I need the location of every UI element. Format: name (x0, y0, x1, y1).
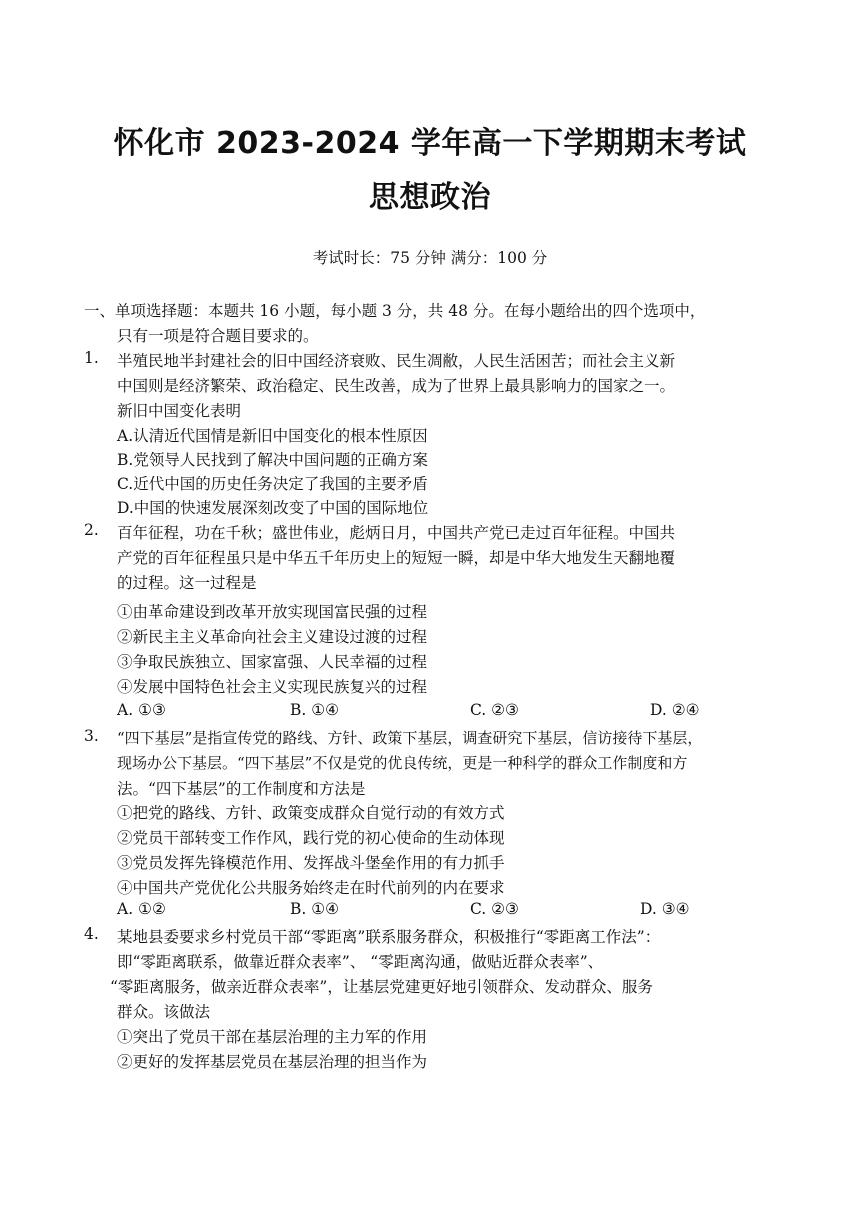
question-stem-line: “四下基层”是指宣传党的路线、方针、政策下基层，调查研究下基层，信访接待下基层， (117, 729, 703, 747)
question-stem-line: 半殖民地半封建社会的旧中国经济衰败、民生凋敝，人民生活困苦；而社会主义新 (117, 352, 676, 370)
choice-b: B.党领导人民找到了解决中国问题的正确方案 (117, 451, 428, 469)
statement-4: ④中国共产党优化公共服务始终走在时代前列的内在要求 (117, 879, 505, 897)
question-stem-line: 某地县委要求乡村党员干部“零距离”联系服务群众，积极推行“零距离工作法”： (117, 928, 661, 946)
option-d: D. ③④ (640, 900, 690, 918)
option-c: C. ②③ (470, 900, 519, 918)
option-c: C. ②③ (470, 701, 519, 719)
question-stem-line: 即“零距离联系，做靠近群众表率”、 “零距离沟通，做贴近群众表率”、 (117, 953, 604, 971)
question-stem-line: 中国则是经济繁荣、政治稳定、民生改善，成为了世界上最具影响力的国家之一。 (117, 377, 676, 395)
subject-title: 思想政治 (369, 180, 491, 215)
question-number: 4. (84, 925, 99, 943)
choice-d: D.中国的快速发展深刻改变了中国的国际地位 (117, 499, 429, 517)
question-stem-line: 群众。该做法 (117, 1003, 211, 1021)
question-number: 2. (84, 521, 99, 539)
question-stem-line: 的过程。这一过程是 (117, 574, 257, 592)
question-stem-line: “零距离服务，做亲近群众表率”，让基层党建更好地引领群众、发动群众、服务 (110, 978, 653, 996)
question-stem-line: 现场办公下基层。“四下基层”不仅是党的优良传统，更是一种科学的群众工作制度和方 (117, 754, 688, 772)
question-stem-line: 百年征程，功在千秋；盛世伟业，彪炳日月，中国共产党已走过百年征程。中国共 (117, 524, 676, 542)
option-b: B. ①④ (290, 701, 340, 719)
statement-3: ③争取民族独立、国家富强、人民幸福的过程 (117, 653, 428, 671)
exam-title: 怀化市 2023-2024 学年高一下学期期末考试 (113, 126, 747, 161)
section-intro-cont: 只有一项是符合题目要求的。 (117, 327, 319, 345)
question-stem-line: 法。“四下基层”的工作制度和方法是 (117, 780, 366, 798)
statement-2: ②更好的发挥基层党员在基层治理的担当作为 (117, 1053, 428, 1071)
choice-c: C.近代中国的历史任务决定了我国的主要矛盾 (117, 475, 428, 493)
option-a: A. ①③ (117, 701, 166, 719)
question-number: 1. (84, 349, 99, 367)
question-stem-line: 产党的百年征程虽只是中华五千年历史上的短短一瞬，却是中华大地发生天翻地覆 (117, 549, 676, 567)
option-d: D. ②④ (650, 701, 700, 719)
statement-1: ①由革命建设到改革开放实现国富民强的过程 (117, 603, 428, 621)
section-intro: 一、单项选择题：本题共 16 小题，每小题 3 分，共 48 分。在每小题给出的四个选项中， (84, 302, 706, 320)
choice-a: A.认清近代国情是新旧中国变化的根本性原因 (117, 427, 428, 445)
question-stem-line: 新旧中国变化表明 (117, 402, 242, 420)
statement-3: ③党员发挥先锋模范作用、发挥战斗堡垒作用的有力抓手 (117, 854, 505, 872)
statement-1: ①把党的路线、方针、政策变成群众自觉行动的有效方式 (117, 804, 505, 822)
statement-1: ①突出了党员干部在基层治理的主力军的作用 (117, 1028, 428, 1046)
option-a: A. ①② (117, 900, 166, 918)
question-number: 3. (84, 727, 99, 745)
statement-2: ②党员干部转变工作作风，践行党的初心使命的生动体现 (117, 829, 505, 847)
exam-info: 考试时长：75 分钟 满分：100 分 (312, 249, 548, 267)
statement-2: ②新民主主义革命向社会主义建设过渡的过程 (117, 628, 428, 646)
statement-4: ④发展中国特色社会主义实现民族复兴的过程 (117, 678, 428, 696)
option-b: B. ①④ (290, 900, 340, 918)
